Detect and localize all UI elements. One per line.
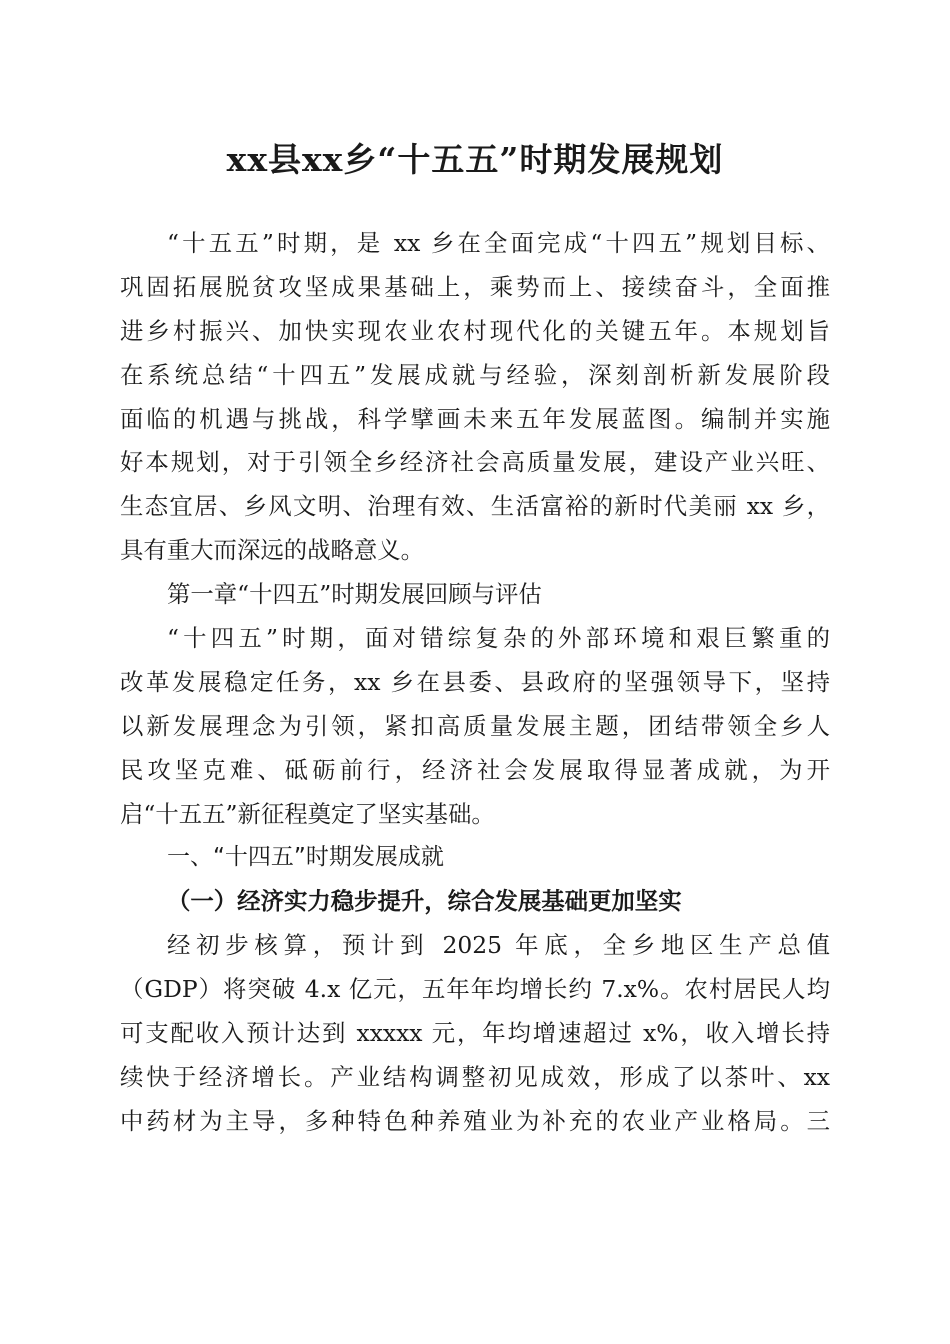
subsection-heading: （一）经济实力稳步提升，综合发展基础更加坚实: [167, 887, 682, 916]
paragraph-line: 可支配收入预计达到 xxxxx 元，年均增速超过 x%，收入增长持: [120, 1019, 830, 1048]
document-body: [120, 222, 830, 1144]
paragraph-line: 巩固拓展脱贫攻坚成果基础上，乘势而上、接续奋斗，全面推: [120, 272, 830, 301]
chapter-heading: 第一章“十四五”时期发展回顾与评估: [167, 580, 542, 609]
paragraph-line: 经初步核算，预计到 2025 年底，全乡地区生产总值: [167, 931, 830, 960]
document-title: xx县xx乡“十五五”时期发展规划: [226, 140, 724, 179]
paragraph-line: 改革发展稳定任务，xx 乡在县委、县政府的坚强领导下，坚持: [120, 667, 830, 696]
paragraph-line: 好本规划，对于引领全乡经济社会高质量发展，建设产业兴旺、: [120, 448, 830, 477]
paragraph-line: 民攻坚克难、砥砺前行，经济社会发展取得显著成就，为开: [120, 755, 830, 784]
paragraph-line: 面临的机遇与挑战，科学擘画未来五年发展蓝图。编制并实施: [120, 404, 830, 433]
section-heading: 一、“十四五”时期发展成就: [167, 844, 444, 871]
paragraph-line: 续快于经济增长。产业结构调整初见成效，形成了以茶叶、xx: [120, 1062, 830, 1091]
paragraph-line: （GDP）将突破 4.x 亿元，五年年均增长约 7.x%。农村居民人均: [120, 975, 830, 1004]
paragraph-line: 进乡村振兴、加快实现农业农村现代化的关键五年。本规划旨: [120, 316, 830, 345]
paragraph-line: 在系统总结“十四五”发展成就与经验，深刻剖析新发展阶段: [120, 360, 830, 389]
paragraph-line: 中药材为主导，多种特色种养殖业为补充的农业产业格局。三: [120, 1106, 830, 1135]
paragraph-line: “十五五”时期，是 xx 乡在全面完成“十四五”规划目标、: [167, 229, 830, 257]
paragraph-line: 生态宜居、乡风文明、治理有效、生活富裕的新时代美丽 xx 乡，: [120, 492, 830, 521]
paragraph-line: “十四五”时期，面对错综复杂的外部环境和艰巨繁重的: [167, 624, 830, 653]
paragraph-line: 启“十五五”新征程奠定了坚实基础。: [120, 799, 495, 828]
paragraph-line: 具有重大而深远的战略意义。: [120, 536, 425, 565]
paragraph-line: 以新发展理念为引领，紧扣高质量发展主题，团结带领全乡人: [120, 711, 830, 740]
